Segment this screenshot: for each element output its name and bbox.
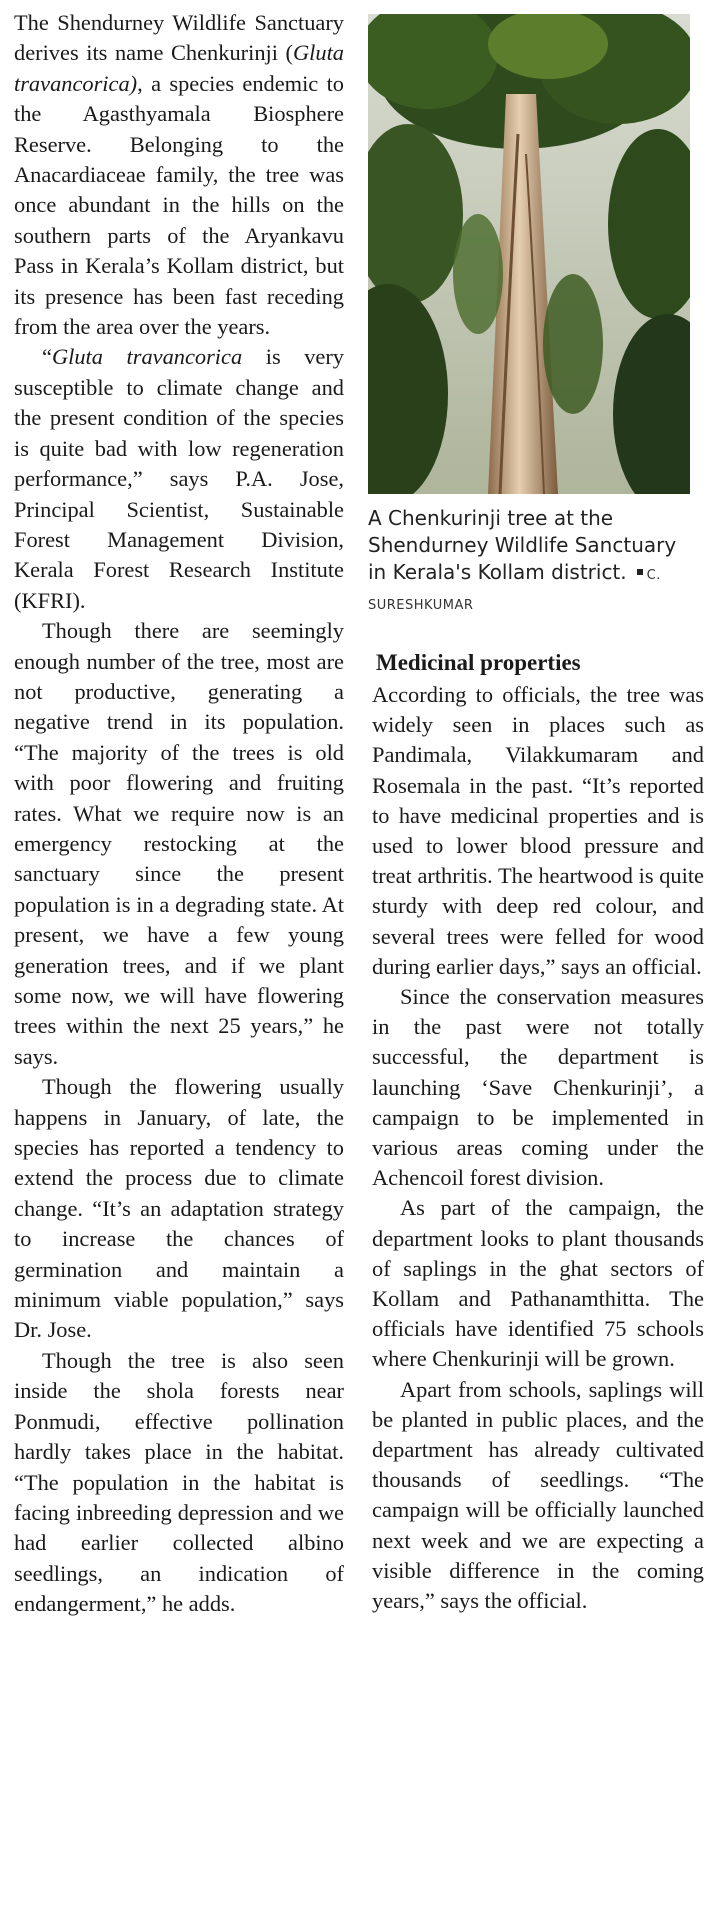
species-name-italic: Gluta travancorica <box>51 344 243 370</box>
right-column <box>372 648 704 1616</box>
paragraph-text: The Shendurney Wildlife Sanctuary derives its name Chenkurinji ( <box>14 10 344 66</box>
paragraph-1 <box>14 8 344 342</box>
species-name-italic: Gluta travancorica) <box>14 40 344 96</box>
paragraph-text: , a species endemic to the Agasthyamala Biosphere Reserve. Belonging to the Anacardiaceae family, the tree was once abundant in the hills on the southern parts of the Aryankavu Pass in Kerala’s Kollam district, but its presence has been fast receding from the area over the years. <box>14 70 344 340</box>
paragraph-8: As part of the campaign, the department looks to plant thousands of saplings in the ghat sectors of Kollam and Pathanamthitta. The officials have identified 75 schools where Chenkurinji will be grown. <box>372 1195 704 1372</box>
paragraph-6: According to officials, the tree was widely seen in places such as Pandimala, Vilakkumaram and Rosemala in the past. “It’s reported to have medicinal properties and is used to lower blood pressure and treat arthritis. The heartwood is quite sturdy with deep red colour, and several trees were felled for wood during earlier days,” says an official. <box>372 682 704 979</box>
paragraph-4 <box>14 1072 344 1346</box>
photo-credit: C. SURESHKUMAR <box>368 568 661 613</box>
paragraph-text: Though the flowering usually happens in January, of late, the species has reported a tendency to extend the process due to climate change. “It’s an adaptation strategy to increase the chances of germination and maintain a minimum viable population,” says Dr. Jose. <box>14 1074 344 1343</box>
paragraph-text: Though the tree is also seen inside the shola forests near Ponmudi, effective pollination hardly takes place in the habitat. “The population in the habitat is facing inbreeding depression and we had earlier collected albino seedlings, an indication of endangerment,” he adds. <box>14 1347 344 1617</box>
paragraph-text: is very susceptible to climate change and the present condition of the species is quite bad with low regeneration performance,” says P.A. Jose, Principal Scientist, Sustainable Forest Management Division, Kerala Forest Research Institute (KFRI). <box>14 344 344 613</box>
paragraph-5 <box>14 1346 344 1620</box>
photo-caption <box>368 505 698 619</box>
paragraph-7: Since the conservation measures in the past were not totally successful, the department is launching ‘Save Chenkurinji’, a campaign to be implemented in various areas coming under the Achencoil forest division. <box>372 984 704 1191</box>
chenkurinji-tree-photo <box>368 14 690 494</box>
credit-bullet-icon <box>637 569 643 575</box>
paragraph-3 <box>14 616 344 1072</box>
paragraph-text: Though there are seemingly enough number of the tree, most are not productive, generating a negative trend in its population. “The majority of the trees is old with poor flowering and fruiting rates. What we require now is an emergency restocking at the sanctuary since the present population is in a degrading state. At present, we have a few young generation trees, and if we plant some now, we will have flowering trees within the next 25 years,” he says. <box>14 618 344 1069</box>
paragraph-2 <box>14 342 344 616</box>
left-column <box>14 8 344 1620</box>
tree-illustration <box>368 14 690 494</box>
paragraph-9: Apart from schools, saplings will be planted in public places, and the department has already cultivated thousands of seedlings. “The campaign will be officially launched next week and we are expecting a visible difference in the coming years,” says the official. <box>372 1376 704 1614</box>
section-subheading: Medicinal properties <box>376 650 581 675</box>
paragraph-text: “ <box>42 344 52 370</box>
caption-text: A Chenkurinji tree at the Shendurney Wildlife Sanctuary in Kerala's Kollam district. <box>368 506 677 584</box>
